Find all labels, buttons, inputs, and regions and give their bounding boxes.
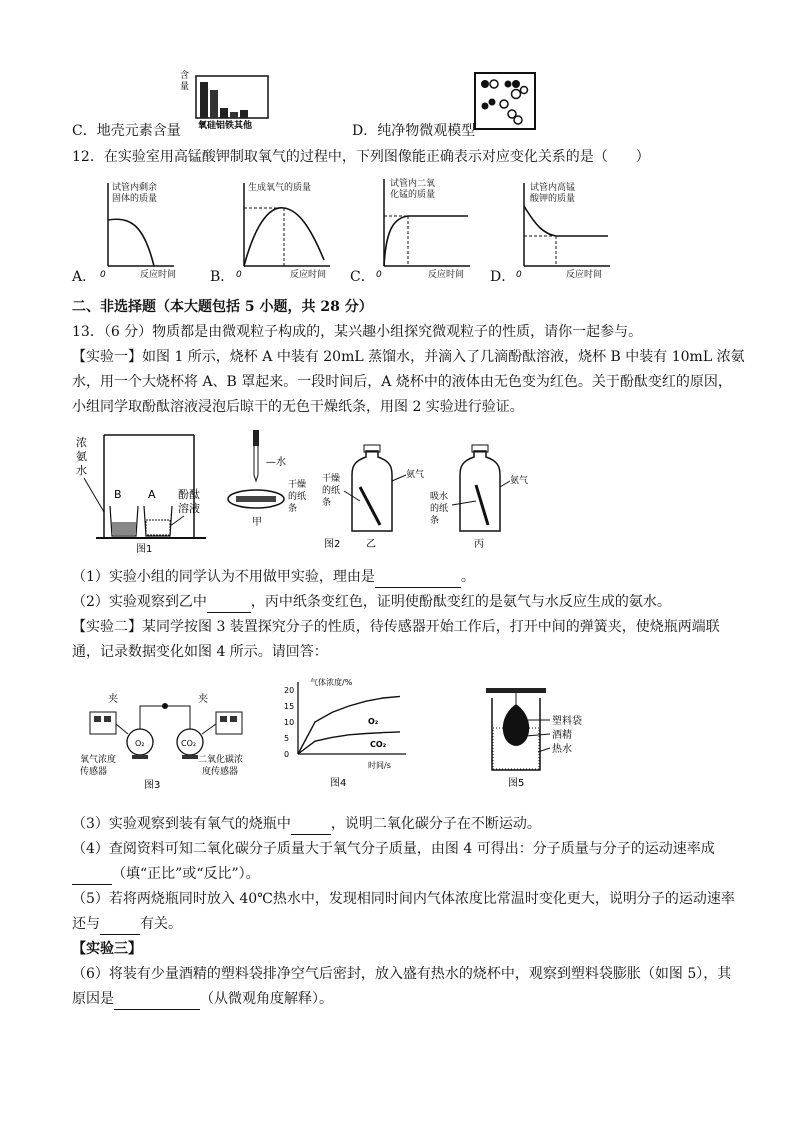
svg-text:条: 条 [322,498,332,508]
graph-d-curve [524,206,608,236]
fig2-strip-label-1: 干燥 [288,480,307,490]
fig4-ylabel: 气体浓度/% [310,678,353,687]
exp2-line-1: 【实验二】某同学按图 3 装置探究分子的性质，待传感器开始工作后，打开中间的弹簧夹，使烧瓶两端联 [72,619,720,635]
fig2-ammonia-2: 氨气 [510,476,529,486]
graph-a-curve [108,219,154,266]
graph-b-curve [244,208,324,266]
graph-c-ylabel-2: 化锰的质量 [390,190,436,200]
graph-c-ylabel-1: 试管内二氧 [390,179,436,189]
figure-4-chart [282,674,412,792]
fig5-label-water: 热水 [552,744,572,755]
q11-option-c-chart [178,68,273,130]
q13-part-1: （1）实验小组的同学认为不用做甲实验，理由是 。 [72,567,475,588]
fig3-caption: 图3 [144,780,161,791]
answer-blank-4[interactable] [72,864,112,885]
svg-text:吸水: 吸水 [430,492,449,502]
fig1-caption: 图1 [136,544,153,555]
q12-option-b: B． [210,269,235,285]
svg-text:干燥: 干燥 [322,474,341,484]
graph-c-xlabel: 反应时间 [428,270,465,278]
fig3-clip-right: 夹 [198,694,208,705]
bar-iron [230,112,238,118]
graph-b-origin: 0 [236,270,242,278]
answer-blank-3[interactable] [291,814,331,835]
fig2-jia-label: 甲 [252,517,262,528]
figure-3 [80,682,280,792]
q12-stem: 12．在实验室用高锰酸钾制取氧气的过程中，下列图像能正确表示对应变化关系的是（ ） [72,149,650,165]
chart-c-ylabel-2: 量 [180,82,190,92]
svg-text:条: 条 [430,516,440,526]
q13-stem: 13．（6 分）物质都是由微观粒子构成的，某兴趣小组探究微观粒子的性质，请你一起参与。 [72,324,643,340]
fig2-bing-label: 丙 [474,539,484,550]
q13-part-3: （3）实验观察到装有氧气的烧瓶中 ，说明二氧化碳分子在不断运动。 [72,814,541,835]
bar-other [240,110,248,118]
exp2-line-2: 通，记录数据变化如图 4 所示。请回答： [72,644,328,660]
chart-c-xlabels: 氧硅铝铁其他 [198,121,253,130]
fig2-strip-label-3: 条 [288,504,298,514]
answer-blank-2[interactable] [207,592,251,613]
q11-option-d: D．纯净物微观模型 [352,123,476,139]
fig3-sensor-1b: 传感器 [80,767,108,777]
fig3-sensor-2b: 度传感器 [202,767,239,777]
fig2-yi-label: 乙 [366,539,376,550]
fig5-label-bag: 塑料袋 [552,716,582,727]
exp1-line-1: 【实验一】如图 1 所示，烧杯 A 中装有 20mL 蒸馏水，并滴入了几滴酚酞溶液，烧杯 B 中装有 10mL 浓氨 [72,349,745,365]
fig4-label-co2: CO₂ [370,740,387,749]
graph-d-origin: 0 [516,270,522,278]
fig2-strip-label-2: 的纸 [288,492,307,502]
svg-text:水: 水 [76,464,87,477]
answer-blank-1[interactable] [375,567,461,588]
figure-2 [226,425,536,555]
svg-text:的纸: 的纸 [322,486,341,496]
q12-graph-d [512,178,612,278]
bar-silicon [210,90,218,118]
graph-a-xlabel: 反应时间 [140,270,176,278]
graph-b-ylabel: 生成氧气的质量 [248,183,312,193]
q13-part-4-line-2: （填“正比”或“反比”）。 [72,864,260,885]
fig2-ammonia-1: 氨气 [406,470,425,480]
graph-d-ylabel-2: 酸钾的质量 [530,194,576,204]
section-title: 二、非选择题（本大题包括 5 小题，共 28 分） [72,299,373,315]
fig5-label-alcohol: 酒精 [552,730,572,741]
q13-part-5-line-1: （5）若将两烧瓶同时放入 40℃热水中，发现相同时间内气体浓度比常温时变化更大，说明分子的运动速率 [72,891,735,907]
q12-option-c: C． [350,269,375,285]
bar-aluminum [220,108,228,118]
fig2-water-label: 水 [276,457,286,468]
graph-b-xlabel: 反应时间 [290,270,327,278]
chart-c-ylabel-1: 含 [180,71,190,81]
graph-a-ylabel-2: 固体的质量 [112,194,158,204]
exp1-line-2: 水，用一个大烧杯将 A、B 罩起来。一段时间后，A 烧杯中的液体由无色变为红色。关于酚酞变红的原因， [72,374,732,390]
q13-part-6-line-1: （6）将装有少量酒精的塑料袋排净空气后密封，放入盛有热水的烧杯中，观察到塑料袋膨胀（如图 5），其 [72,966,732,982]
graph-c-origin: 0 [376,270,382,278]
graph-d-xlabel: 反应时间 [566,270,603,278]
fig1-right-label-2: 溶液 [178,502,200,515]
fig1-right-label-1: 酚酞 [178,488,200,501]
fig1-left-label: 浓 [76,436,87,449]
fig1-label-a: A [148,488,156,501]
fig2-caption: 图2 [324,539,341,550]
q12-option-a: A． [72,269,97,285]
graph-a-origin: 0 [100,270,106,278]
q13-part-4-line-1: （4）查阅资料可知二氧化碳分子质量大于氧气分子质量，由图 4 可得出：分子质量与分子的运动速率成 [72,841,715,857]
fig4-label-o2: O₂ [368,717,379,726]
q13-part-6-line-2: 原因是 （从微观角度解释）。 [72,989,333,1010]
fig4-tick-label: 15 [284,702,295,711]
fig4-tick-label: 5 [284,734,290,743]
q11-option-d-model [474,72,536,130]
figure-5 [482,682,612,792]
q12-graph-c [372,174,472,278]
fig3-sensor-1a: 氧气浓度 [80,755,117,765]
fig4-tick-label: 10 [284,718,295,727]
answer-blank-6[interactable] [114,989,200,1010]
fig3-sensor-2a: 二氧化碳浓 [198,755,244,765]
answer-blank-5[interactable] [100,914,140,935]
svg-text:的纸: 的纸 [430,504,449,514]
svg-text:氨: 氨 [76,450,87,463]
fig4-caption: 图4 [330,778,347,789]
fig3-co2: CO₂ [181,739,197,748]
fig4-tick-label: 0 [284,750,290,759]
q12-graph-b [232,178,332,278]
graph-d-ylabel-1: 试管内高锰 [530,183,576,193]
q12-option-d: D． [490,269,516,285]
fig4-tick-label: 20 [284,686,295,695]
fig3-o2: O₂ [135,739,145,748]
fig5-caption: 图5 [508,778,525,789]
q13-part-2: （2）实验观察到乙中 ，丙中纸条变红色，证明使酚酞变红的是氨气与水反应生成的氨水。 [72,592,671,613]
graph-a-ylabel-1: 试管内剩余 [112,183,158,193]
q13-part-5-line-2: 还与 有关。 [72,914,182,935]
svg-text:—: — [266,457,276,468]
fig3-clip-left: 夹 [108,694,118,705]
fig1-label-b: B [114,488,122,501]
graph-c-curve [384,216,468,266]
q12-graph-a [96,178,176,278]
figure-1 [74,430,224,556]
exp3-heading: 【实验三】 [72,941,142,957]
q11-option-c: C．地壳元素含量 [72,123,181,139]
exp1-line-3: 小组同学取酚酞溶液浸泡后晾干的无色干燥纸条，用图 2 实验进行验证。 [72,399,524,415]
fig4-xlabel: 时间/s [368,761,391,770]
bar-oxygen [200,82,208,118]
